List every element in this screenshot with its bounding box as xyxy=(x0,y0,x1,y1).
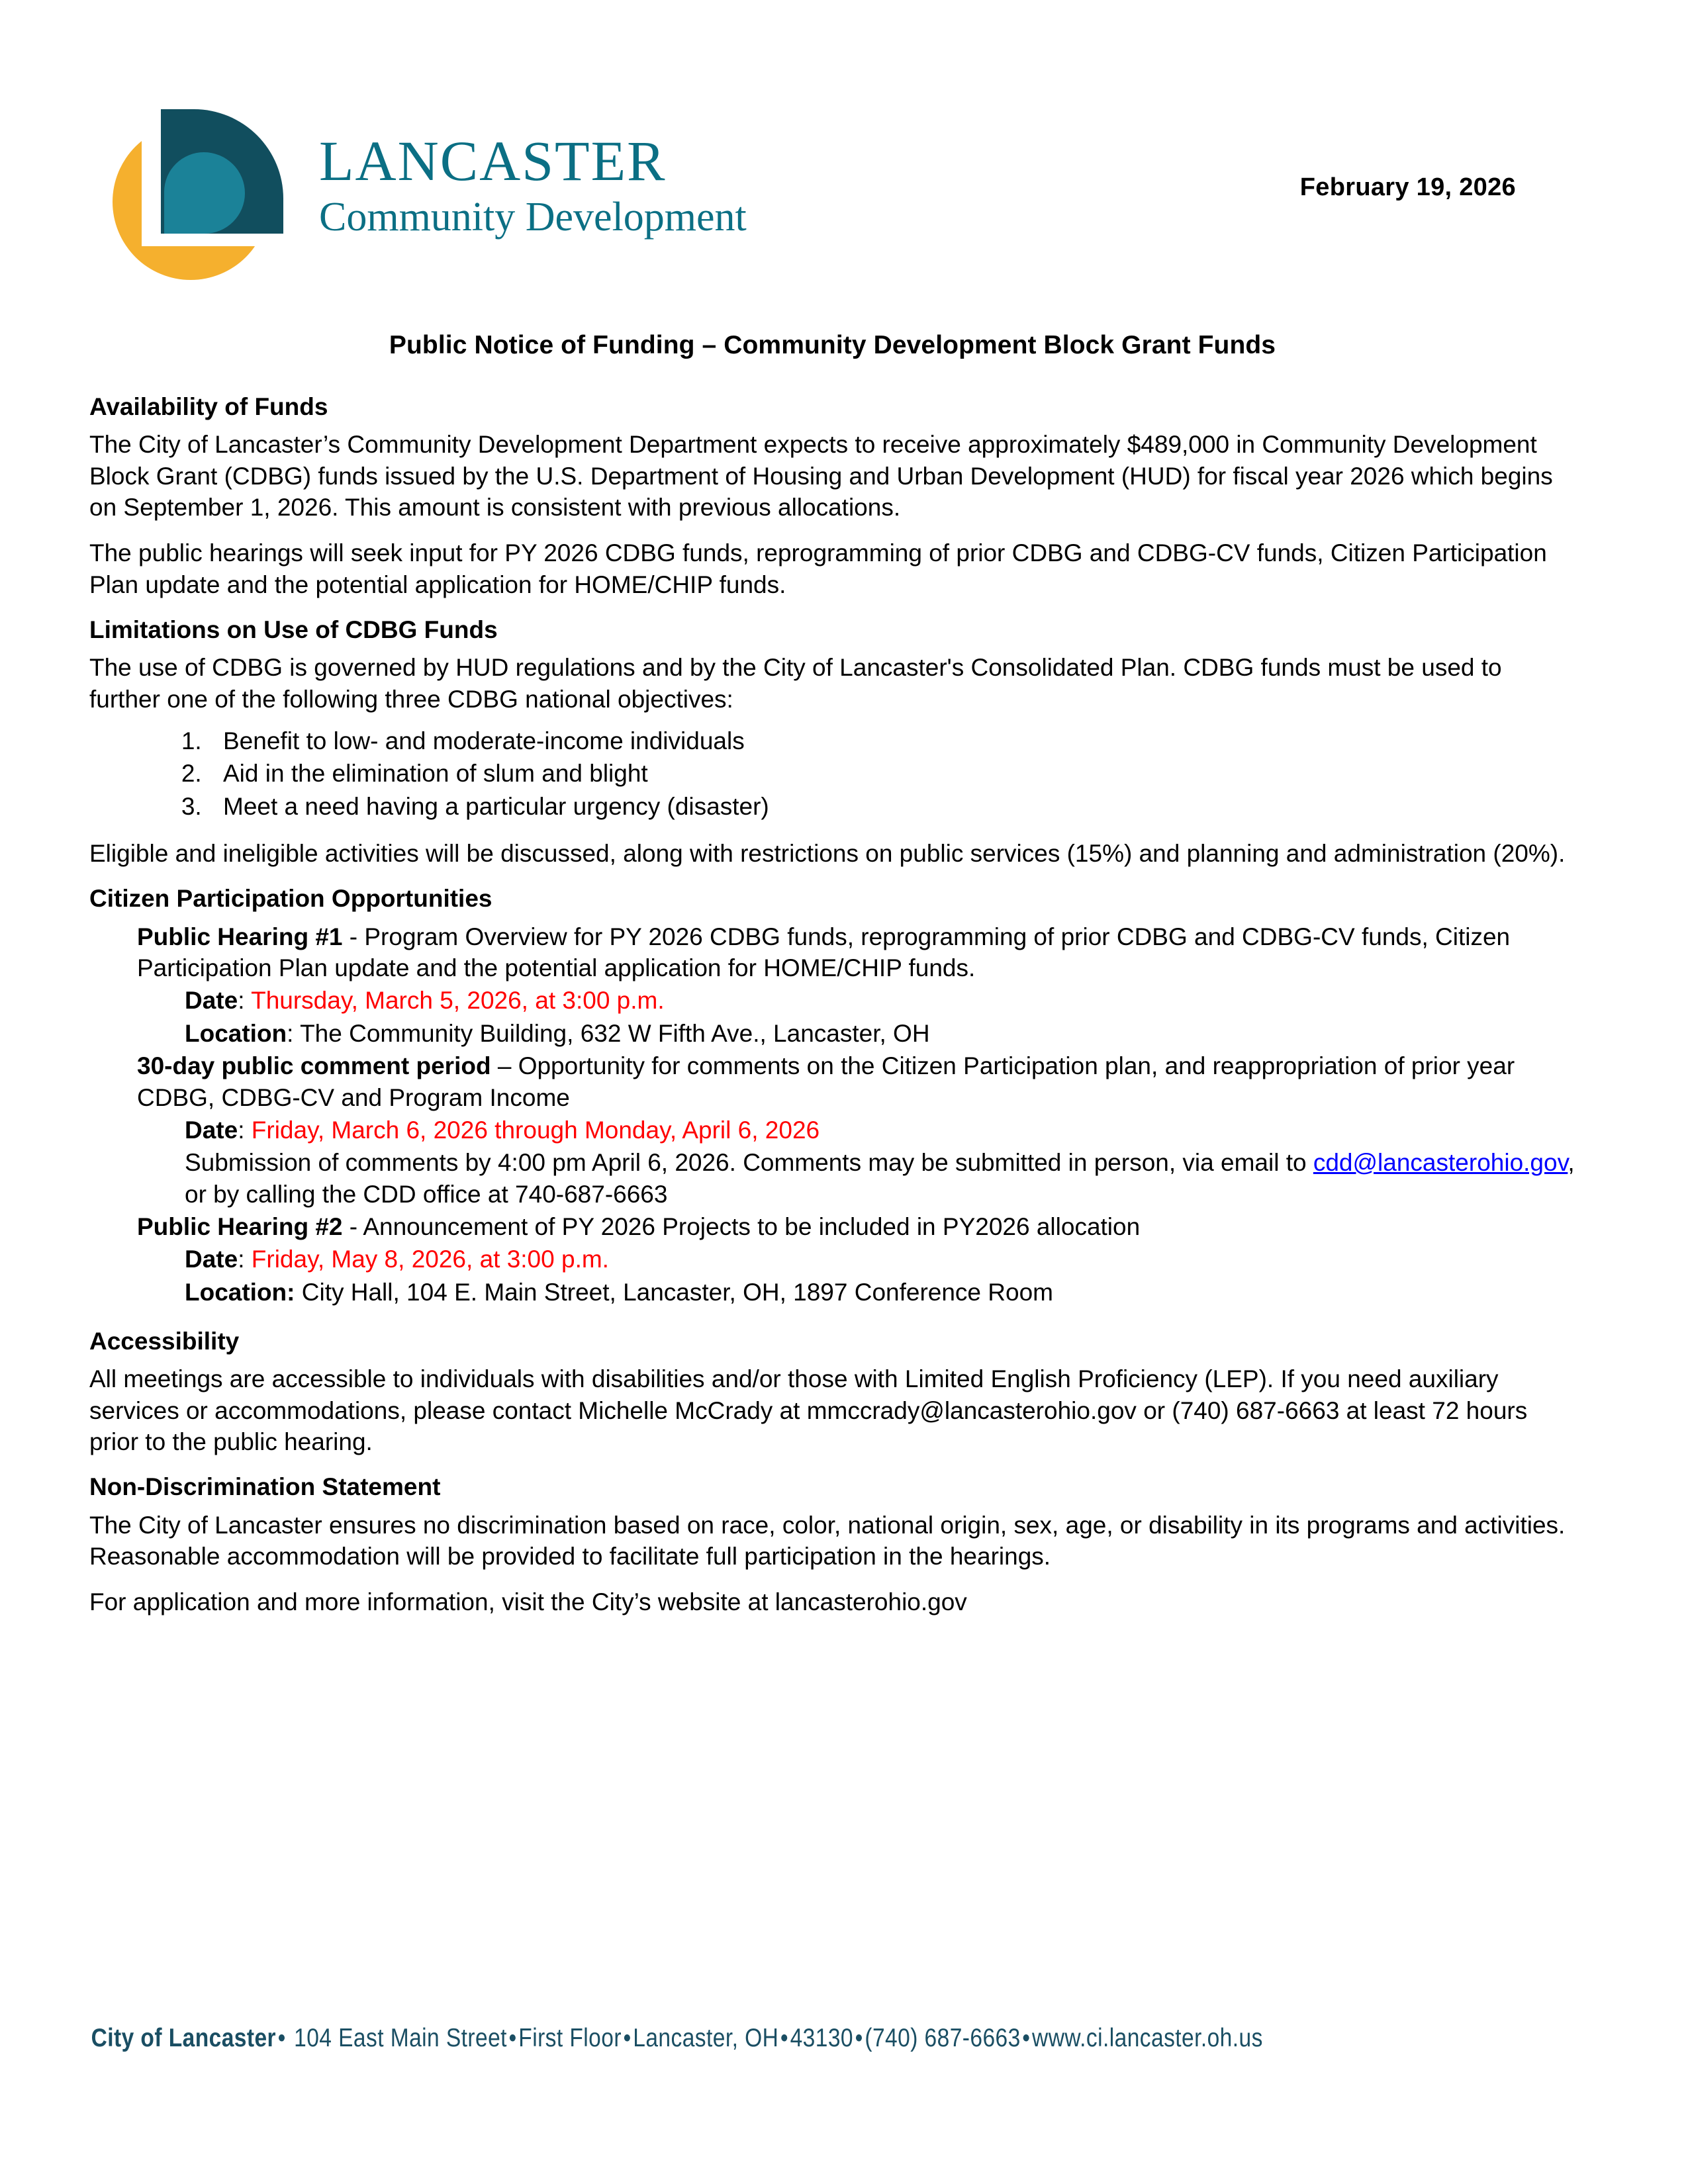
date-separator: : xyxy=(238,1246,252,1273)
public-hearing-2-label: Public Hearing #2 xyxy=(137,1212,343,1240)
limitations-paragraph-1: The use of CDBG is governed by HUD regulations and by the City of Lancaster's Consolidated Plan. CDBG funds must be used to further one of the following three CDBG national objectives: xyxy=(89,654,1502,713)
comment-period-submission-line xyxy=(185,1147,1575,1210)
list-item: 1. Benefit to low- and moderate-income individuals xyxy=(209,725,1575,756)
footer-zip: 43130 xyxy=(790,2024,854,2052)
document-header xyxy=(0,0,1688,291)
availability-paragraph-1: The City of Lancaster’s Community Development Department expects to receive approximately $489,000 in Community Development Block Grant (CDBG) funds issued by the U.S. Department of Housing and Urban Development (HUD) for fiscal year 2026 which begins on September 1, 2026. This amount is consistent with previous allocations. xyxy=(89,431,1553,521)
page-footer xyxy=(0,2024,1452,2053)
limitations-paragraph-2: Eligible and ineligible activities will be discussed, along with restrictions on public services (15%) and planning and administration (20%). xyxy=(89,840,1566,868)
submission-text-before-email: Submission of comments by 4:00 pm April 6, 2026. Comments may be submitted in person, via email to xyxy=(185,1149,1313,1177)
date-label: Date xyxy=(185,1246,238,1273)
spacer xyxy=(89,1309,1575,1326)
footer-address: 104 East Main Street xyxy=(294,2024,507,2052)
section-heading-participation: Citizen Participation Opportunities xyxy=(89,885,492,913)
footer-city-state: Lancaster, OH xyxy=(633,2024,779,2052)
accessibility-paragraph: All meetings are accessible to individuals with disabilities and/or those with Limited English Proficiency (LEP). If you need auxiliary services or accommodations, please contact Michelle McCrady at mmccrady@lancasterohio.gov or (740) 687-6663 at least 72 hours prior to the public hearing. xyxy=(89,1365,1528,1455)
footer-separator: • xyxy=(508,2024,517,2052)
list-item: 2. Aid in the elimination of slum and blight xyxy=(209,758,1575,789)
lancaster-community-development-logo xyxy=(105,93,303,285)
date-separator: : xyxy=(238,1116,252,1144)
public-hearing-2-description: - Announcement of PY 2026 Projects to be included in PY2026 allocation xyxy=(342,1212,1141,1240)
public-hearing-1-headline xyxy=(137,921,1575,984)
public-hearing-2-date-line xyxy=(185,1244,1575,1275)
comment-period-label: 30-day public comment period xyxy=(137,1052,491,1080)
footer-floor: First Floor xyxy=(518,2024,622,2052)
nondiscrimination-paragraph: The City of Lancaster ensures no discrimination based on race, color, national origin, sex, age, or disability in its programs and activities. Reasonable accommodation will be provided to facilitate full participation in the hearings. xyxy=(89,1511,1566,1570)
logo-wordmark-primary: LANCASTER xyxy=(319,129,667,193)
public-hearing-2-location-line xyxy=(185,1277,1575,1308)
public-hearing-1-location-line xyxy=(185,1018,1575,1049)
footer-separator: • xyxy=(623,2024,632,2052)
public-hearing-2-block xyxy=(137,1211,1575,1308)
footer-city: City of Lancaster xyxy=(91,2024,277,2052)
location-label: Location xyxy=(185,1019,287,1047)
comment-period-description: – Opportunity for comments on the Citizen Participation plan, and reappropriation of prior year CDBG, CDBG-CV and Program Income xyxy=(137,1052,1515,1111)
date-label: Date xyxy=(185,1116,238,1144)
document-body xyxy=(89,331,1575,1633)
section-heading-accessibility: Accessibility xyxy=(89,1328,240,1355)
national-objectives-list xyxy=(89,725,1575,822)
location-separator: : xyxy=(287,1019,301,1047)
public-hearing-1-date-line xyxy=(185,985,1575,1016)
location-label: Location: xyxy=(185,1278,295,1306)
section-heading-limitations: Limitations on Use of CDBG Funds xyxy=(89,616,498,644)
date-label: Date xyxy=(185,987,238,1015)
public-hearing-1-date-value: Thursday, March 5, 2026, at 3:00 p.m. xyxy=(251,987,665,1015)
page-title: Public Notice of Funding – Community Development Block Grant Funds xyxy=(389,331,1276,359)
comment-period-headline xyxy=(137,1050,1575,1113)
public-hearing-2-date-value: Friday, May 8, 2026, at 3:00 p.m. xyxy=(251,1246,609,1273)
document-date: February 19, 2026 xyxy=(1299,173,1516,201)
submission-text-after-email: , or by calling the CDD office at 740-687-6663 xyxy=(185,1149,1575,1208)
public-hearing-2-headline xyxy=(137,1211,1575,1242)
list-item: 3. Meet a need having a particular urgency (disaster) xyxy=(209,791,1575,822)
footer-separator: • xyxy=(1022,2024,1031,2052)
date-separator: : xyxy=(238,987,252,1015)
comment-period-block xyxy=(137,1050,1575,1210)
footer-website: www.ci.lancaster.oh.us xyxy=(1032,2024,1263,2052)
logo-mid-teal-circle xyxy=(164,152,245,234)
footer-phone: (740) 687-6663 xyxy=(865,2024,1021,2052)
footer-separator: • xyxy=(855,2024,863,2052)
public-hearing-2-location-value: City Hall, 104 E. Main Street, Lancaster, OH, 1897 Conference Room xyxy=(295,1278,1053,1306)
logo-wordmark xyxy=(319,129,822,240)
section-heading-availability: Availability of Funds xyxy=(89,393,328,420)
public-hearing-1-label: Public Hearing #1 xyxy=(137,923,343,950)
comment-period-date-value: Friday, March 6, 2026 through Monday, April 6, 2026 xyxy=(251,1116,820,1144)
availability-paragraph-2: The public hearings will seek input for PY 2026 CDBG funds, reprogramming of prior CDBG and CDBG-CV funds, Citizen Participation Plan update and the potential application for HOME/CHIP funds. xyxy=(89,539,1547,598)
footer-separator: • xyxy=(780,2024,789,2052)
closing-paragraph: For application and more information, visit the City’s website at lancasterohio.gov xyxy=(89,1588,967,1616)
cdd-email-link[interactable]: cdd@lancasterohio.gov xyxy=(1313,1149,1568,1177)
section-heading-nondiscrimination: Non-Discrimination Statement xyxy=(89,1473,441,1501)
public-hearing-1-description: - Program Overview for PY 2026 CDBG funds, reprogramming of prior CDBG and CDBG-CV funds, Citizen Participation Plan update and the potential application for HOME/CHIP funds. xyxy=(137,923,1511,982)
footer-separator: • xyxy=(277,2024,286,2052)
public-hearing-1-block xyxy=(137,921,1575,1049)
logo-wordmark-secondary: Community Development xyxy=(319,195,747,240)
comment-period-date-line xyxy=(185,1115,1575,1146)
public-hearing-1-location-value: The Community Building, 632 W Fifth Ave., Lancaster, OH xyxy=(300,1019,930,1047)
